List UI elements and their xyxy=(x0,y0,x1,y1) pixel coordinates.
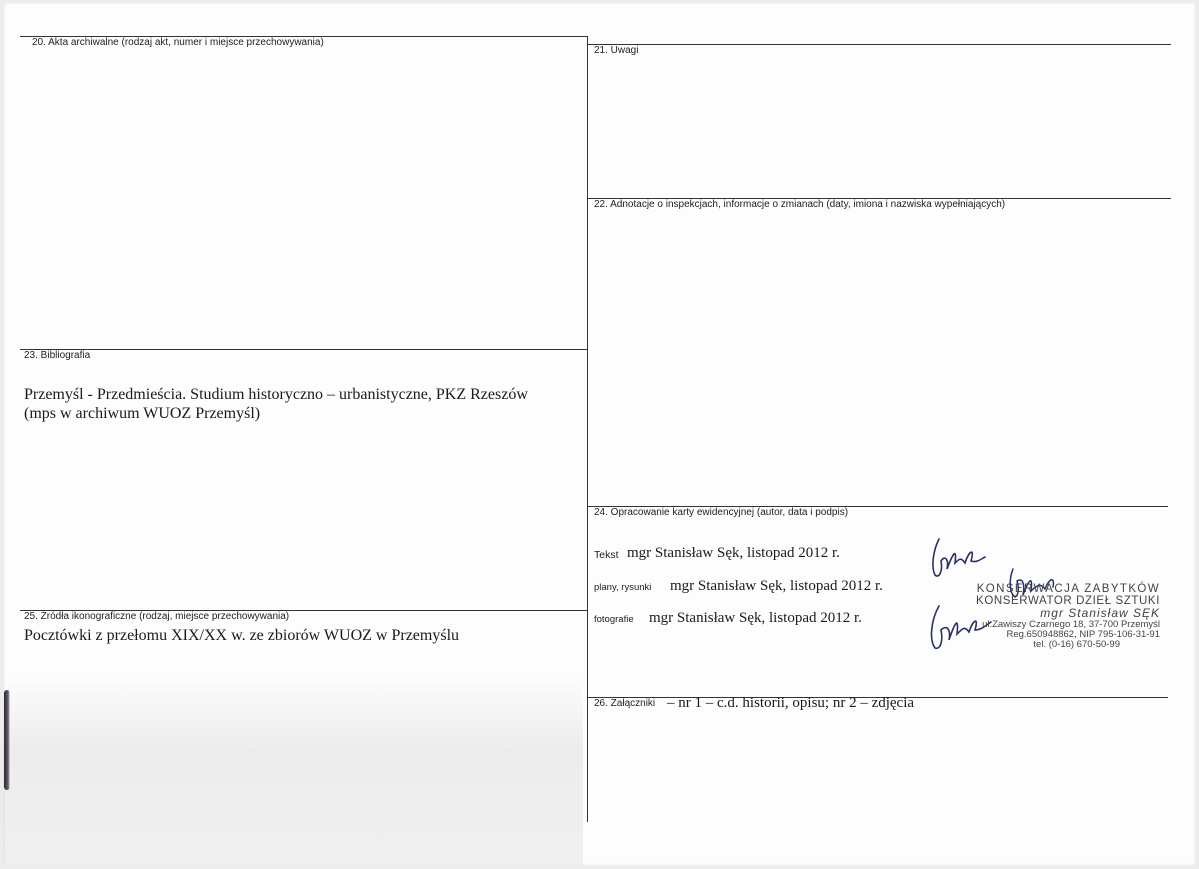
iconographic-sources-text: Pocztówki z przełomu XIX/XX w. ze zbiorów WUOZ w Przemyślu xyxy=(24,627,460,644)
bibliography-line-1: Przemyśl - Przedmieścia. Studium historyczno – urbanistyczne, PKZ Rzeszów xyxy=(24,386,528,403)
author-row-text-prefix: Tekst xyxy=(594,549,619,561)
divider-top-right xyxy=(588,44,1171,45)
divider-center xyxy=(587,36,588,822)
author-row-plans-prefix: plany, rysunki xyxy=(594,582,652,593)
scan-edge-mark xyxy=(4,690,10,790)
author-row-photos-value: mgr Stanisław Sęk, listopad 2012 r. xyxy=(649,610,862,626)
section-25-label: 25. Źródła ikonograficzne (rodzaj, miejsce przechowywania) xyxy=(24,611,290,622)
stamp-line-2: KONSERWATOR DZIEŁ SZTUKI xyxy=(976,595,1160,608)
signature-1 xyxy=(925,533,995,583)
stamp-line-3: mgr Stanisław SĘK xyxy=(1040,606,1160,621)
section-20-label: 20. Akta archiwalne (rodzaj akt, numer i miejsce przechowywania) xyxy=(32,37,324,48)
author-row-text-value: mgr Stanisław Sęk, listopad 2012 r. xyxy=(627,545,840,561)
divider-23 xyxy=(20,349,587,350)
stamp-line-1: KONSERWACJA ZABYTKÓW xyxy=(976,583,1160,595)
section-23-label: 23. Bibliografia xyxy=(24,350,91,361)
section-21-label: 21. Uwagi xyxy=(594,45,639,56)
section-24-label: 24. Opracowanie karty ewidencyjnej (autor, data i podpis) xyxy=(594,507,849,518)
conservator-stamp xyxy=(960,583,1160,650)
stamp-line-6: tel. (0-16) 670-50-99 xyxy=(1033,638,1120,650)
author-row-plans-value: mgr Stanisław Sęk, listopad 2012 r. xyxy=(670,578,883,594)
section-22-label: 22. Adnotacje o inspekcjach, informacje o zmianach (daty, imiona i nazwiska wypełniających) xyxy=(594,199,1006,210)
author-row-photos-prefix: fotografie xyxy=(594,614,634,625)
bibliography-line-2: (mps w archiwum WUOZ Przemyśl) xyxy=(24,405,261,422)
scan-shadow xyxy=(3,675,583,865)
stamp-line-5: Reg.650948862, NIP 795-106-31-91 xyxy=(1006,628,1160,640)
section-26-label: 26. Załączniki xyxy=(594,698,656,709)
stamp-line-4: ul.Zawiszy Czarnego 18, 37-700 Przemyśl xyxy=(982,618,1160,630)
attachments-text: – nr 1 – c.d. historii, opisu; nr 2 – zdjęcia xyxy=(667,695,915,711)
